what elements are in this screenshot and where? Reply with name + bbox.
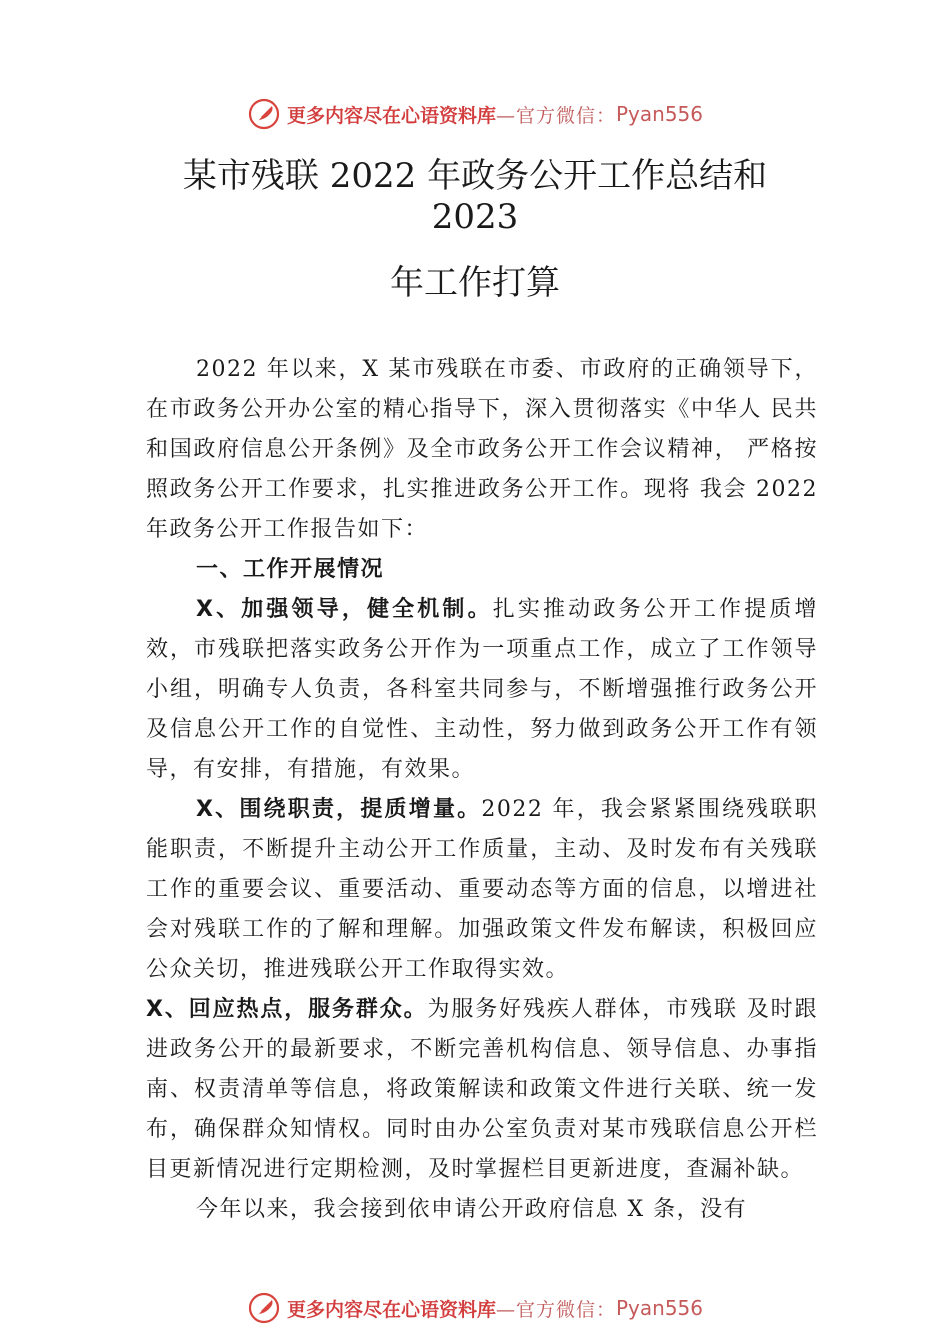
document-body <box>146 350 818 1230</box>
item-2-lead: X、围绕职责，提质增量。 <box>196 797 482 822</box>
intro-paragraph: 2022 年以来，X 某市残联在市委、市政府的正确领导下，在市政务公开办公室的精心指导下，深入贯彻落实《中华人 民共和国政府信息公开条例》及全市政务公开工作会议精神， 严格按照政务公开工作要求，扎实推进政务公开工作。现将 我会 2022 年政务公开工作报告如下： <box>146 357 818 542</box>
item-1-paragraph <box>146 590 818 790</box>
item-1-lead: X、加强领导，健全机制。 <box>196 597 493 622</box>
watermark-footer <box>0 1288 950 1328</box>
document-title-line2: 2023 <box>431 197 519 237</box>
watermark-main-text: 更多内容尽在心语资料库 <box>286 1298 496 1321</box>
feather-pen-logo-icon <box>247 97 281 131</box>
item-4-paragraph: 今年以来，我会接到依申请公开政府信息 X 条，没有 <box>196 1197 748 1222</box>
feather-pen-logo-icon <box>247 1291 281 1325</box>
watermark-sub-text: —官方微信： <box>495 104 616 127</box>
item-2-text: 2022 年，我会紧紧围绕残联职能职责，不断提升主动公开工作质量，主动、及时发布有关残联工作的重要会议、重要活动、重要动态等方面的信息，以增进社会对残联工作的了解和理解。加强政策文件发布解读，积极回应公众关切，推进残联公开工作取得实效。 <box>146 797 819 982</box>
watermark-wechat-id: Pyan556 <box>616 102 704 126</box>
document-title-line1: 某市残联 2022 年政务公开工作总结和 <box>182 156 768 196</box>
watermark-sub-text: —官方微信： <box>495 1298 616 1321</box>
item-3-lead: X、回应热点，服务群众。 <box>146 997 428 1022</box>
item-3-paragraph <box>146 990 818 1190</box>
watermark-wechat-id: Pyan556 <box>616 1296 704 1320</box>
document-title-line3: 年工作打算 <box>390 263 560 303</box>
item-3-text: 为服务好残疾人群体，市残联 及时跟进政务公开的最新要求，不断完善机构信息、领导信息、办事指南、权责清单等信息，将政策解读和政策文件进行关联、统一发布，确保群众知情权。同时由办公室负责对某市残联信息公开栏目更新情况进行定期检测，及时掌握栏目更新进度，查漏补缺。 <box>146 997 818 1182</box>
item-1-text: 扎实推动政务公开工作提质增效，市残联把落实政务公开作为一项重点工作，成立了工作领导小组，明确专人负责，各科室共同参与，不断增强推行政务公开及信息公开工作的自觉性、主动性，努力做到政务公开工作有领导，有安排，有措施，有效果。 <box>146 597 818 782</box>
watermark-header <box>0 94 950 134</box>
section-heading: 一、工作开展情况 <box>196 557 385 582</box>
item-2-paragraph <box>146 790 818 990</box>
watermark-main-text: 更多内容尽在心语资料库 <box>286 104 496 127</box>
